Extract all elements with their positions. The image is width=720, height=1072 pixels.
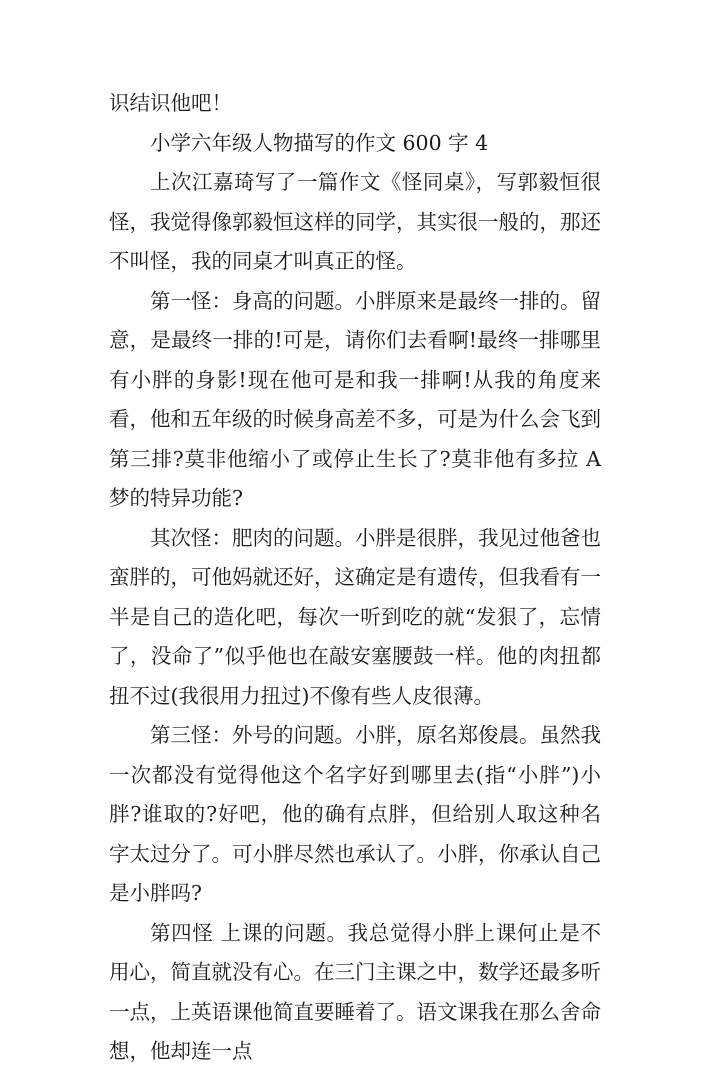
paragraph-fourth-oddity: 第四怪 上课的问题。我总觉得小胖上课何止是不用心，简直就没有心。在三门主课之中，数学还最多听一点，上英语课他简直要睡着了。语文课我在那么舍命想，他却连一点 [109, 920, 601, 1063]
paragraph-third-oddity: 第三怪：外号的问题。小胖，原名郑俊晨。虽然我一次都没有觉得他这个名字好到哪里去(指“小胖”)小胖?谁取的?好吧，他的确有点胖，但给别人取这种名字太过分了。可小胖尽然也承认了。小胖，你承认自己是小胖吗? [109, 723, 601, 905]
paragraph-second-oddity: 其次怪：肥肉的问题。小胖是很胖，我见过他爸也蛮胖的，可他妈就还好，这确定是有遗传，但我看有一半是自己的造化吧，每次一听到吃的就“发狠了，忘情了，没命了”似乎他也在敲安塞腰鼓一样。他的肉扭都扭不过(我很用力扭过)不像有些人皮很薄。 [109, 525, 601, 708]
paragraph-intro: 上次江嘉琦写了一篇作文《怪同桌》，写郭毅恒很怪，我觉得像郭毅恒这样的同学，其实很一般的，那还不叫怪，我的同桌才叫真正的怪。 [109, 170, 601, 273]
document-body [109, 84, 601, 1072]
essay-heading: 小学六年级人物描写的作文 600 字 4 [150, 130, 489, 155]
paragraph-continuation: 识结识他吧！ [109, 91, 232, 115]
paragraph-first-oddity: 第一怪：身高的问题。小胖原来是最终一排的。留意，是最终一排的!可是，请你们去看啊!最终一排哪里有小胖的身影!现在他可是和我一排啊!从我的角度来看，他和五年级的时候身高差不多，可是为什么会飞到第三排?莫非他缩小了或停止生长了?莫非他有多拉 A 梦的特异功能? [109, 288, 601, 510]
